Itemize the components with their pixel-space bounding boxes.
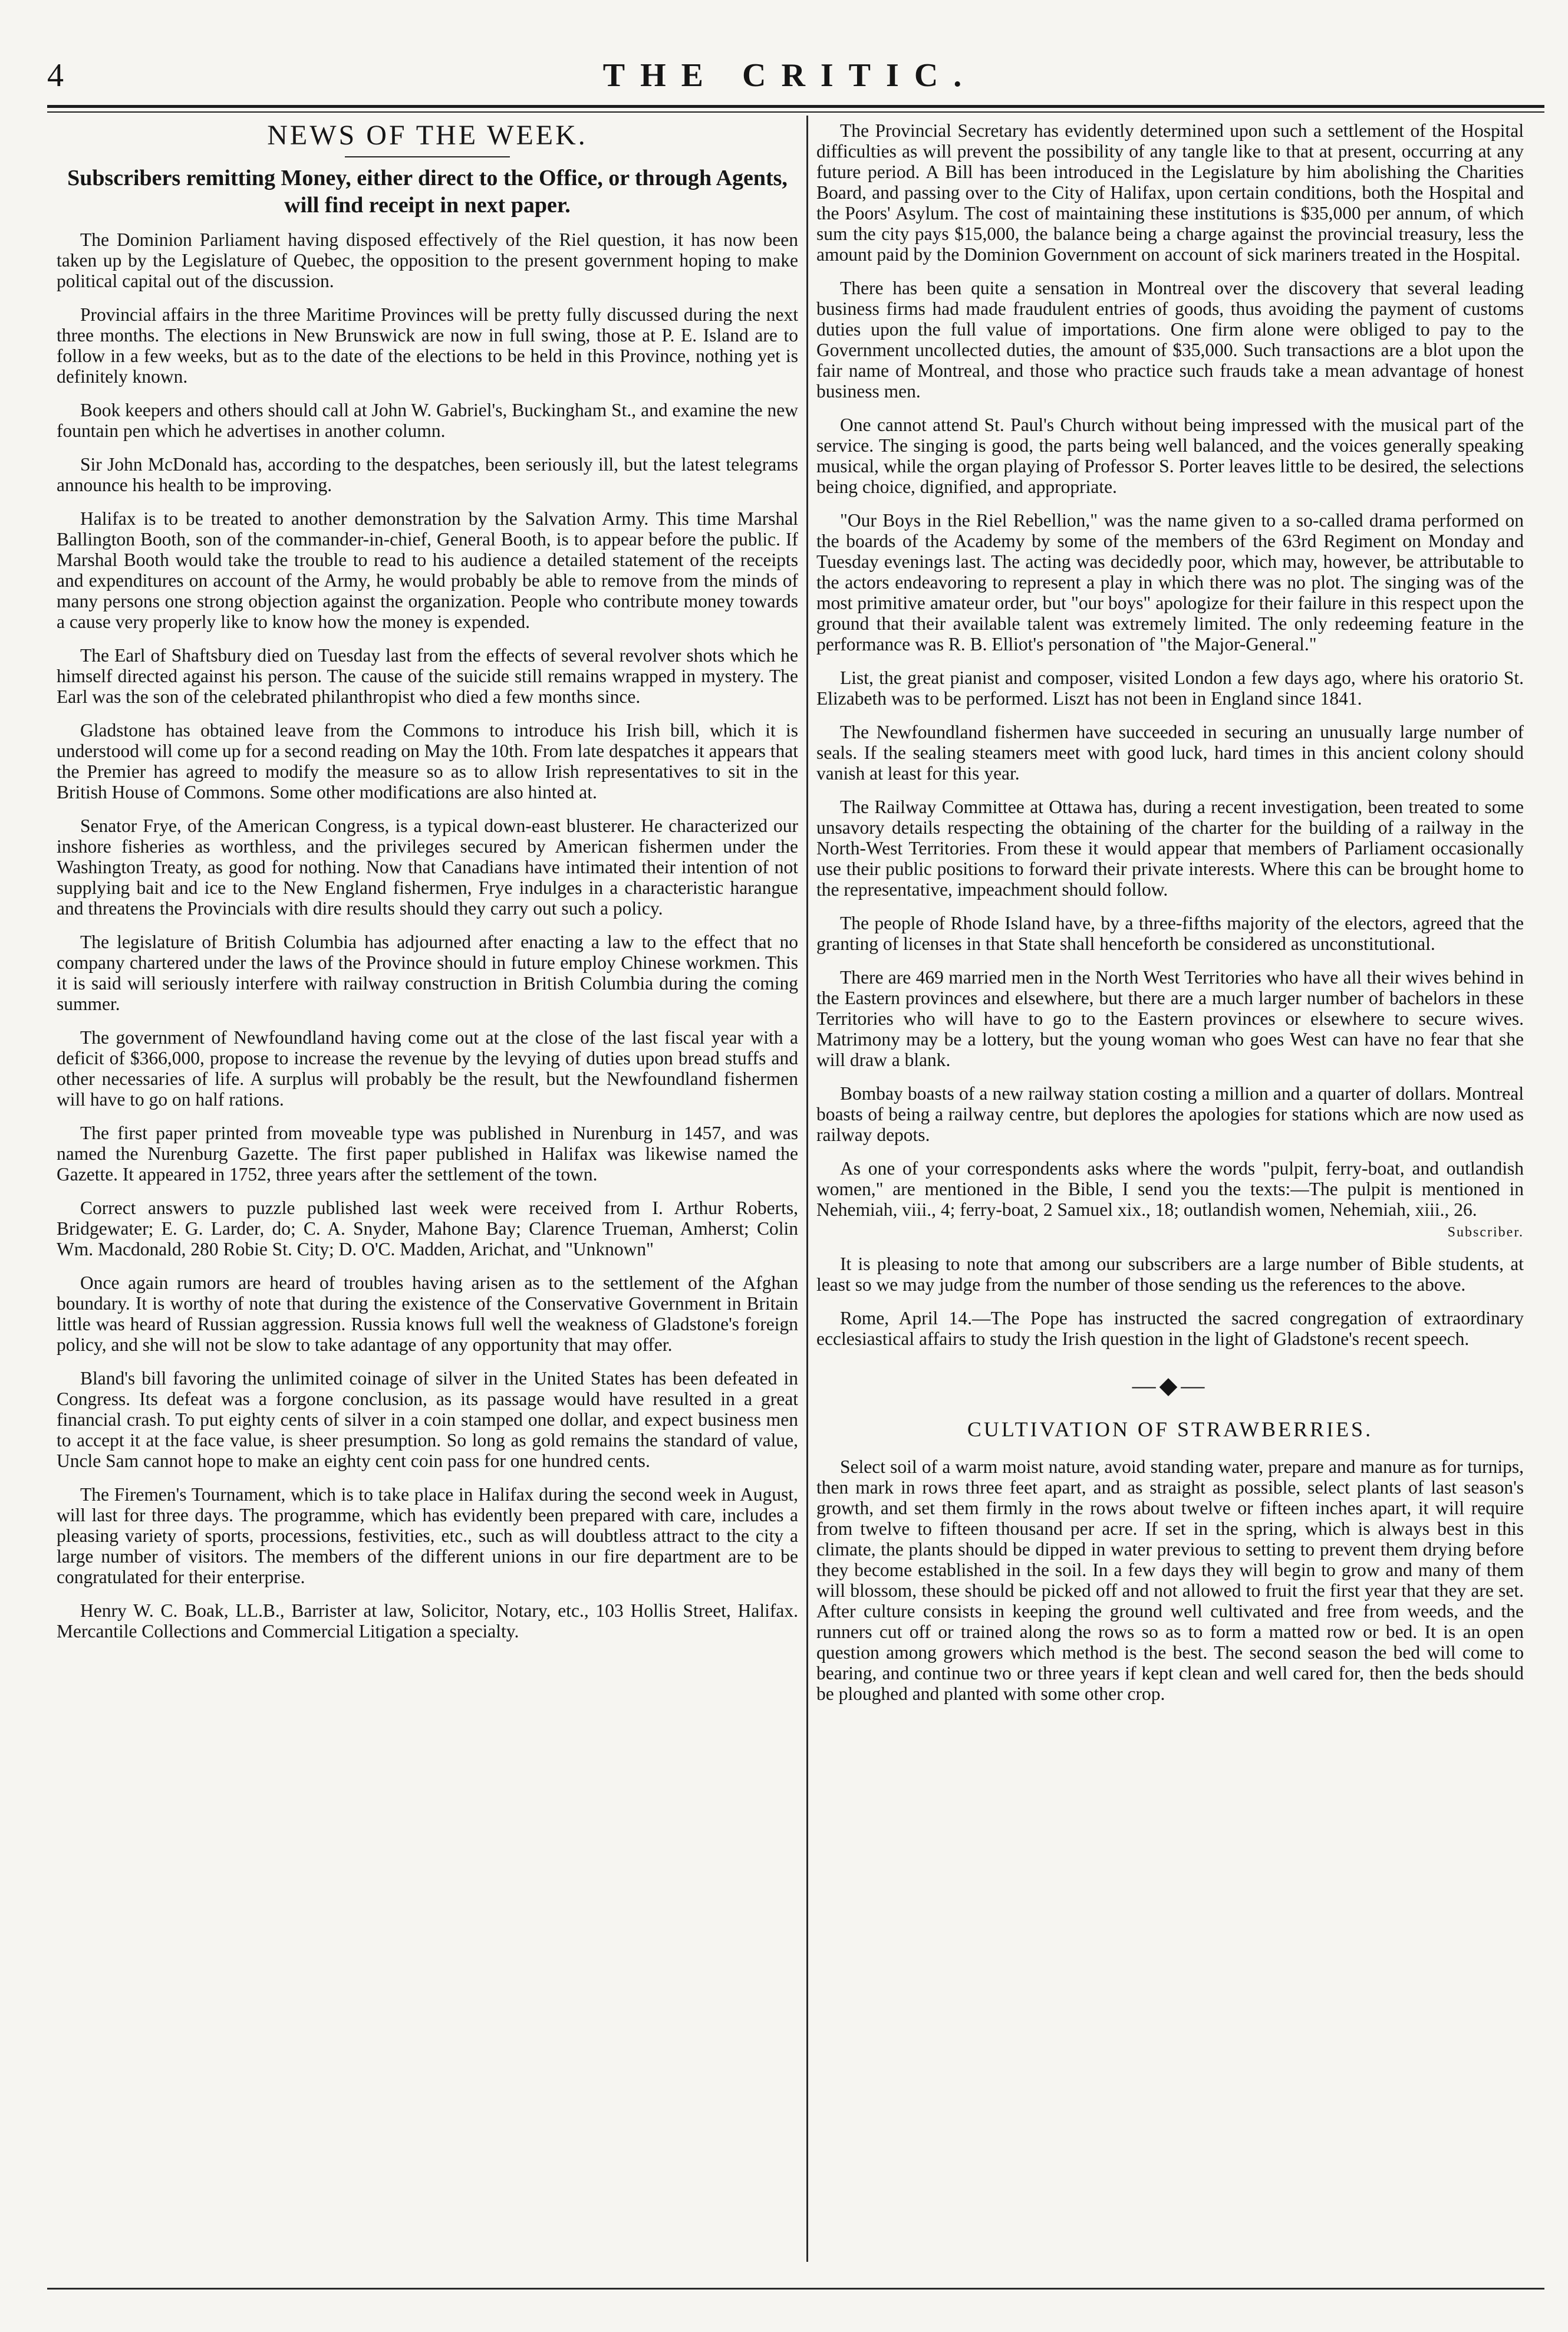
news-item: The Earl of Shaftsbury died on Tuesday last from the effects of several revolver shots which he himself directed against his person. The cause of the suicide still remains wrapped in mystery. The Earl was the son of the celebrated philanthropist who died a few months since. (57, 645, 798, 707)
news-item: The Newfoundland fishermen have succeeded in securing an unusually large number of seals. If the sealing steamers meet with good luck, hard times in this ancient colony should vanish at least for this year. (816, 722, 1524, 784)
section-ornament: —◆— (1132, 1372, 1208, 1399)
news-item: Rome, April 14.—The Pope has instructed the sacred congregation of extraordinary ecclesiastical affairs to study the Irish question in the light of Gladstone's recent speech. (816, 1308, 1524, 1349)
subscriber-signature: Subscriber. (1447, 1225, 1524, 1240)
column-divider (806, 116, 808, 2262)
news-item: The Dominion Parliament having disposed effectively of the Riel question, it has now been taken up by the Legislature of Quebec, the opposition to the present government hoping to make political capital out of the discussion. (57, 229, 798, 291)
article-paragraph: Select soil of a warm moist nature, avoid standing water, prepare and manure as for turnips, then mark in rows three feet apart, and as straight as possible, select plants of last season's growth, and set them firmly in the rows about twelve or fifteen inches apart, it will require from twelve to fifteen thousand per acre. If set in the spring, which is always best in this climate, the plants should be dipped in water previous to setting to prevent them drying before they become established in the soil. In a few days they will begin to grow and many of them will blossom, these should be picked off and not allowed to fruit the first year that they are set. After culture consists in keeping the ground well cultivated and free from weeds, and the runners cut off or trained along the rows so as to form a matted row or bed. It is an open question among growers which method is the best. The second season the bed will come to bearing, and continue two or three years if kept clean and well cared for, then the beds should be ploughed and planted with some other crop. (816, 1456, 1524, 1704)
news-item: It is pleasing to note that among our subscribers are a large number of Bible students, at least so we may judge from the number of those sending us the references to the above. (816, 1254, 1524, 1295)
news-item: Bombay boasts of a new railway station costing a million and a quarter of dollars. Montreal boasts of being a railway centre, but deplores the apologies for stations which are now used as railway depots. (816, 1083, 1524, 1145)
news-item: Bland's bill favoring the unlimited coinage of silver in the United States has been defeated in Congress. Its defeat was a forgone conclusion, as its passage would have resulted in a great financial crash. To put eighty cents of silver in a coin stamped one dollar, and expect business men to accept it at the face value, is sheer presumption. So long as gold remains the standard of value, Uncle Sam cannot hope to make an eighty cent coin pass for one hundred cents. (57, 1368, 798, 1471)
subscriber-notice: Subscribers remitting Money, either direct to the Office, or through Agents, will find receipt in next paper. (67, 166, 788, 218)
news-item: The first paper printed from moveable type was published in Nurenburg in 1457, and was named the Nurenburg Gazette. The first paper published in Halifax was likewise named the Gazette. It appeared in 1752, three years after the settlement of the town. (57, 1123, 798, 1185)
news-item: Senator Frye, of the American Congress, is a typical down-east blusterer. He characterized our inshore fisheries as worthless, and the privileges secured by American fishermen under the Washington Treaty, as good for nothing. Now that Canadians have intimated their intention of not supplying bait and ice to the New England fishermen, Frye indulges in a characteristic harangue and threatens the Provincials with dire results should they carry out such a policy. (57, 815, 798, 919)
news-item: Halifax is to be treated to another demonstration by the Salvation Army. This time Marshal Ballington Booth, son of the commander-in-chief, General Booth, is to appear before the public. If Marshal Booth would take the trouble to read to his audience a detailed statement of the receipts and expenditures on account of the Army, he would probably be able to remove from the minds of many persons one strong objection against the organization. People who contribute money towards a cause very properly like to know how the money is expended. (57, 508, 798, 632)
bottom-rule (47, 2288, 1544, 2290)
section-title: NEWS OF THE WEEK. (267, 120, 588, 151)
article-body (816, 1456, 1524, 1704)
news-item: The Railway Committee at Ottawa has, during a recent investigation, been treated to some unsavory details respecting the obtaining of the charter for the building of a railway in the North-West Territories. From these it would appear that members of Parliament occasionally use their public positions to forward their private interests. Where this can be brought home to the representative, impeachment should follow. (816, 797, 1524, 900)
news-item: The Provincial Secretary has evidently determined upon such a settlement of the Hospital difficulties as will prevent the possibility of any tangle like to that at present, occurring at any future period. A Bill has been introduced in the Legislature by him abolishing the Charities Board, and passing over to the City of Halifax, upon certain conditions, both the Hospital and the Poors' Asylum. The cost of maintaining these institutions is $35,000 per annum, of which sum the city pays $15,000, the balance being a charge against the provincial treasury, less the amount paid by the Dominion Government on account of sick mariners treated in the Hospital. (816, 120, 1524, 265)
news-item: There are 469 married men in the North West Territories who have all their wives behind in the Eastern provinces and elsewhere, but there are a much larger number of bachelors in these Territories who will have to go to the Eastern provinces or elsewhere to secure wives. Matrimony may be a lottery, but the young woman who goes West can have no fear that she will draw a blank. (816, 967, 1524, 1070)
news-item: Once again rumors are heard of troubles having arisen as to the settlement of the Afghan boundary. It is worthy of note that during the existence of the Conservative Government in Britain little was heard of Russian aggression. Russia knows full well the weakness of Gladstone's foreign policy, and she will not be slow to take adantage of any opportunity that may offer. (57, 1272, 798, 1355)
news-item: Henry W. C. Boak, LL.B., Barrister at law, Solicitor, Notary, etc., 103 Hollis Street, Halifax. Mercantile Collections and Commercial Litigation a specialty. (57, 1600, 798, 1642)
news-item: The Firemen's Tournament, which is to take place in Halifax during the second week in August, will last for three days. The programme, which has evidently been prepared with care, includes a pleasing variety of sports, processions, festivities, etc., such as will doubtless attract to the city a large number of visitors. The members of the different unions in our fire department are to be congratulated for their enterprise. (57, 1484, 798, 1587)
news-item: Gladstone has obtained leave from the Commons to introduce his Irish bill, which it is understood will come up for a second reading on May the 10th. From late despatches it appears that the Premier has agreed to modify the measure so as to allow Irish representatives to sit in the British House of Commons. Some other modifications are also hinted at. (57, 720, 798, 802)
news-item: The legislature of British Columbia has adjourned after enacting a law to the effect that no company chartered under the laws of the Province should in future employ Chinese workmen. This it is said will seriously interfere with railway construction in British Columbia during the coming summer. (57, 932, 798, 1014)
masthead (47, 57, 1533, 104)
news-item: Sir John McDonald has, according to the despatches, been seriously ill, but the latest telegrams announce his health to be improving. (57, 454, 798, 495)
left-column (57, 118, 798, 2264)
news-item: One cannot attend St. Paul's Church without being impressed with the musical part of the service. The singing is good, the parts being well balanced, and the voices generally speaking musical, while the organ playing of Professor S. Porter leaves little to be desired, the selections being choice, dignified, and appropriate. (816, 415, 1524, 497)
news-item: List, the great pianist and composer, visited London a few days ago, where his oratorio St. Elizabeth was to be performed. Liszt has not been in England since 1841. (816, 667, 1524, 709)
news-item: Book keepers and others should call at John W. Gabriel's, Buckingham St., and examine the new fountain pen which he advertises in another column. (57, 400, 798, 441)
page-number: 4 (47, 57, 64, 94)
right-news-items (816, 120, 1524, 1349)
news-item: Provincial affairs in the three Maritime Provinces will be pretty fully discussed during the next three months. The elections in New Brunswick are now in full swing, those at P. E. Island are to follow in a few weeks, but as to the date of the elections to be held in this Province, nothing yet is definitely known. (57, 304, 798, 387)
paper-name: THE CRITIC. (602, 57, 977, 94)
article-title: CULTIVATION OF STRAWBERRIES. (967, 1417, 1373, 1441)
masthead-rule (47, 105, 1544, 113)
news-item: "Our Boys in the Riel Rebellion," was the name given to a so-called drama performed on the boards of the Academy by some of the members of the 63rd Regiment on Monday and Tuesday evenings last. The acting was decidedly poor, which may, however, be attributable to the actors endeavoring to represent a play in which there was no plot. The singing was of the most primitive amateur order, but "our boys" apologize for their failure in this respect upon the ground that their available talent was extremely limited. The only redeeming feature in the performance was R. B. Elliot's personation of "the Major-General." (816, 510, 1524, 654)
title-rule (345, 156, 510, 157)
news-item: As one of your correspondents asks where the words "pulpit, ferry-boat, and outlandish women," are mentioned in the Bible, I send you the texts:—The pulpit is mentioned in Nehemiah, viii., 4; ferry-boat, 2 Samuel xix., 18; outlandish women, Nehemiah, xiii., 26. (816, 1158, 1524, 1220)
news-item: Correct answers to puzzle published last week were received from I. Arthur Roberts, Bridgewater; E. G. Larder, do; C. A. Snyder, Mahone Bay; Clarence Trueman, Amherst; Colin Wm. Macdonald, 280 Robie St. City; D. O'C. Madden, Arichat, and "Unknown" (57, 1198, 798, 1259)
left-news-items (57, 229, 798, 1642)
news-item: The people of Rhode Island have, by a three-fifths majority of the electors, agreed that the granting of licenses in that State shall henceforth be considered as unconstitutional. (816, 913, 1524, 954)
news-item: There has been quite a sensation in Montreal over the discovery that several leading business firms had made fraudulent entries of goods, thus avoiding the payment of customs duties upon the full value of importations. One firm alone were obliged to pay to the Government uncollected duties, the amount of $35,000. Such transactions are a blot upon the fair name of Montreal, and those who practice such frauds take a mean advantage of honest business men. (816, 278, 1524, 402)
news-item: The government of Newfoundland having come out at the close of the last fiscal year with a deficit of $366,000, propose to increase the revenue by the levying of duties upon bread stuffs and other necessaries of life. A surplus will probably be the result, but the Newfoundland fishermen will have to go on half rations. (57, 1027, 798, 1110)
right-column (816, 118, 1524, 2264)
